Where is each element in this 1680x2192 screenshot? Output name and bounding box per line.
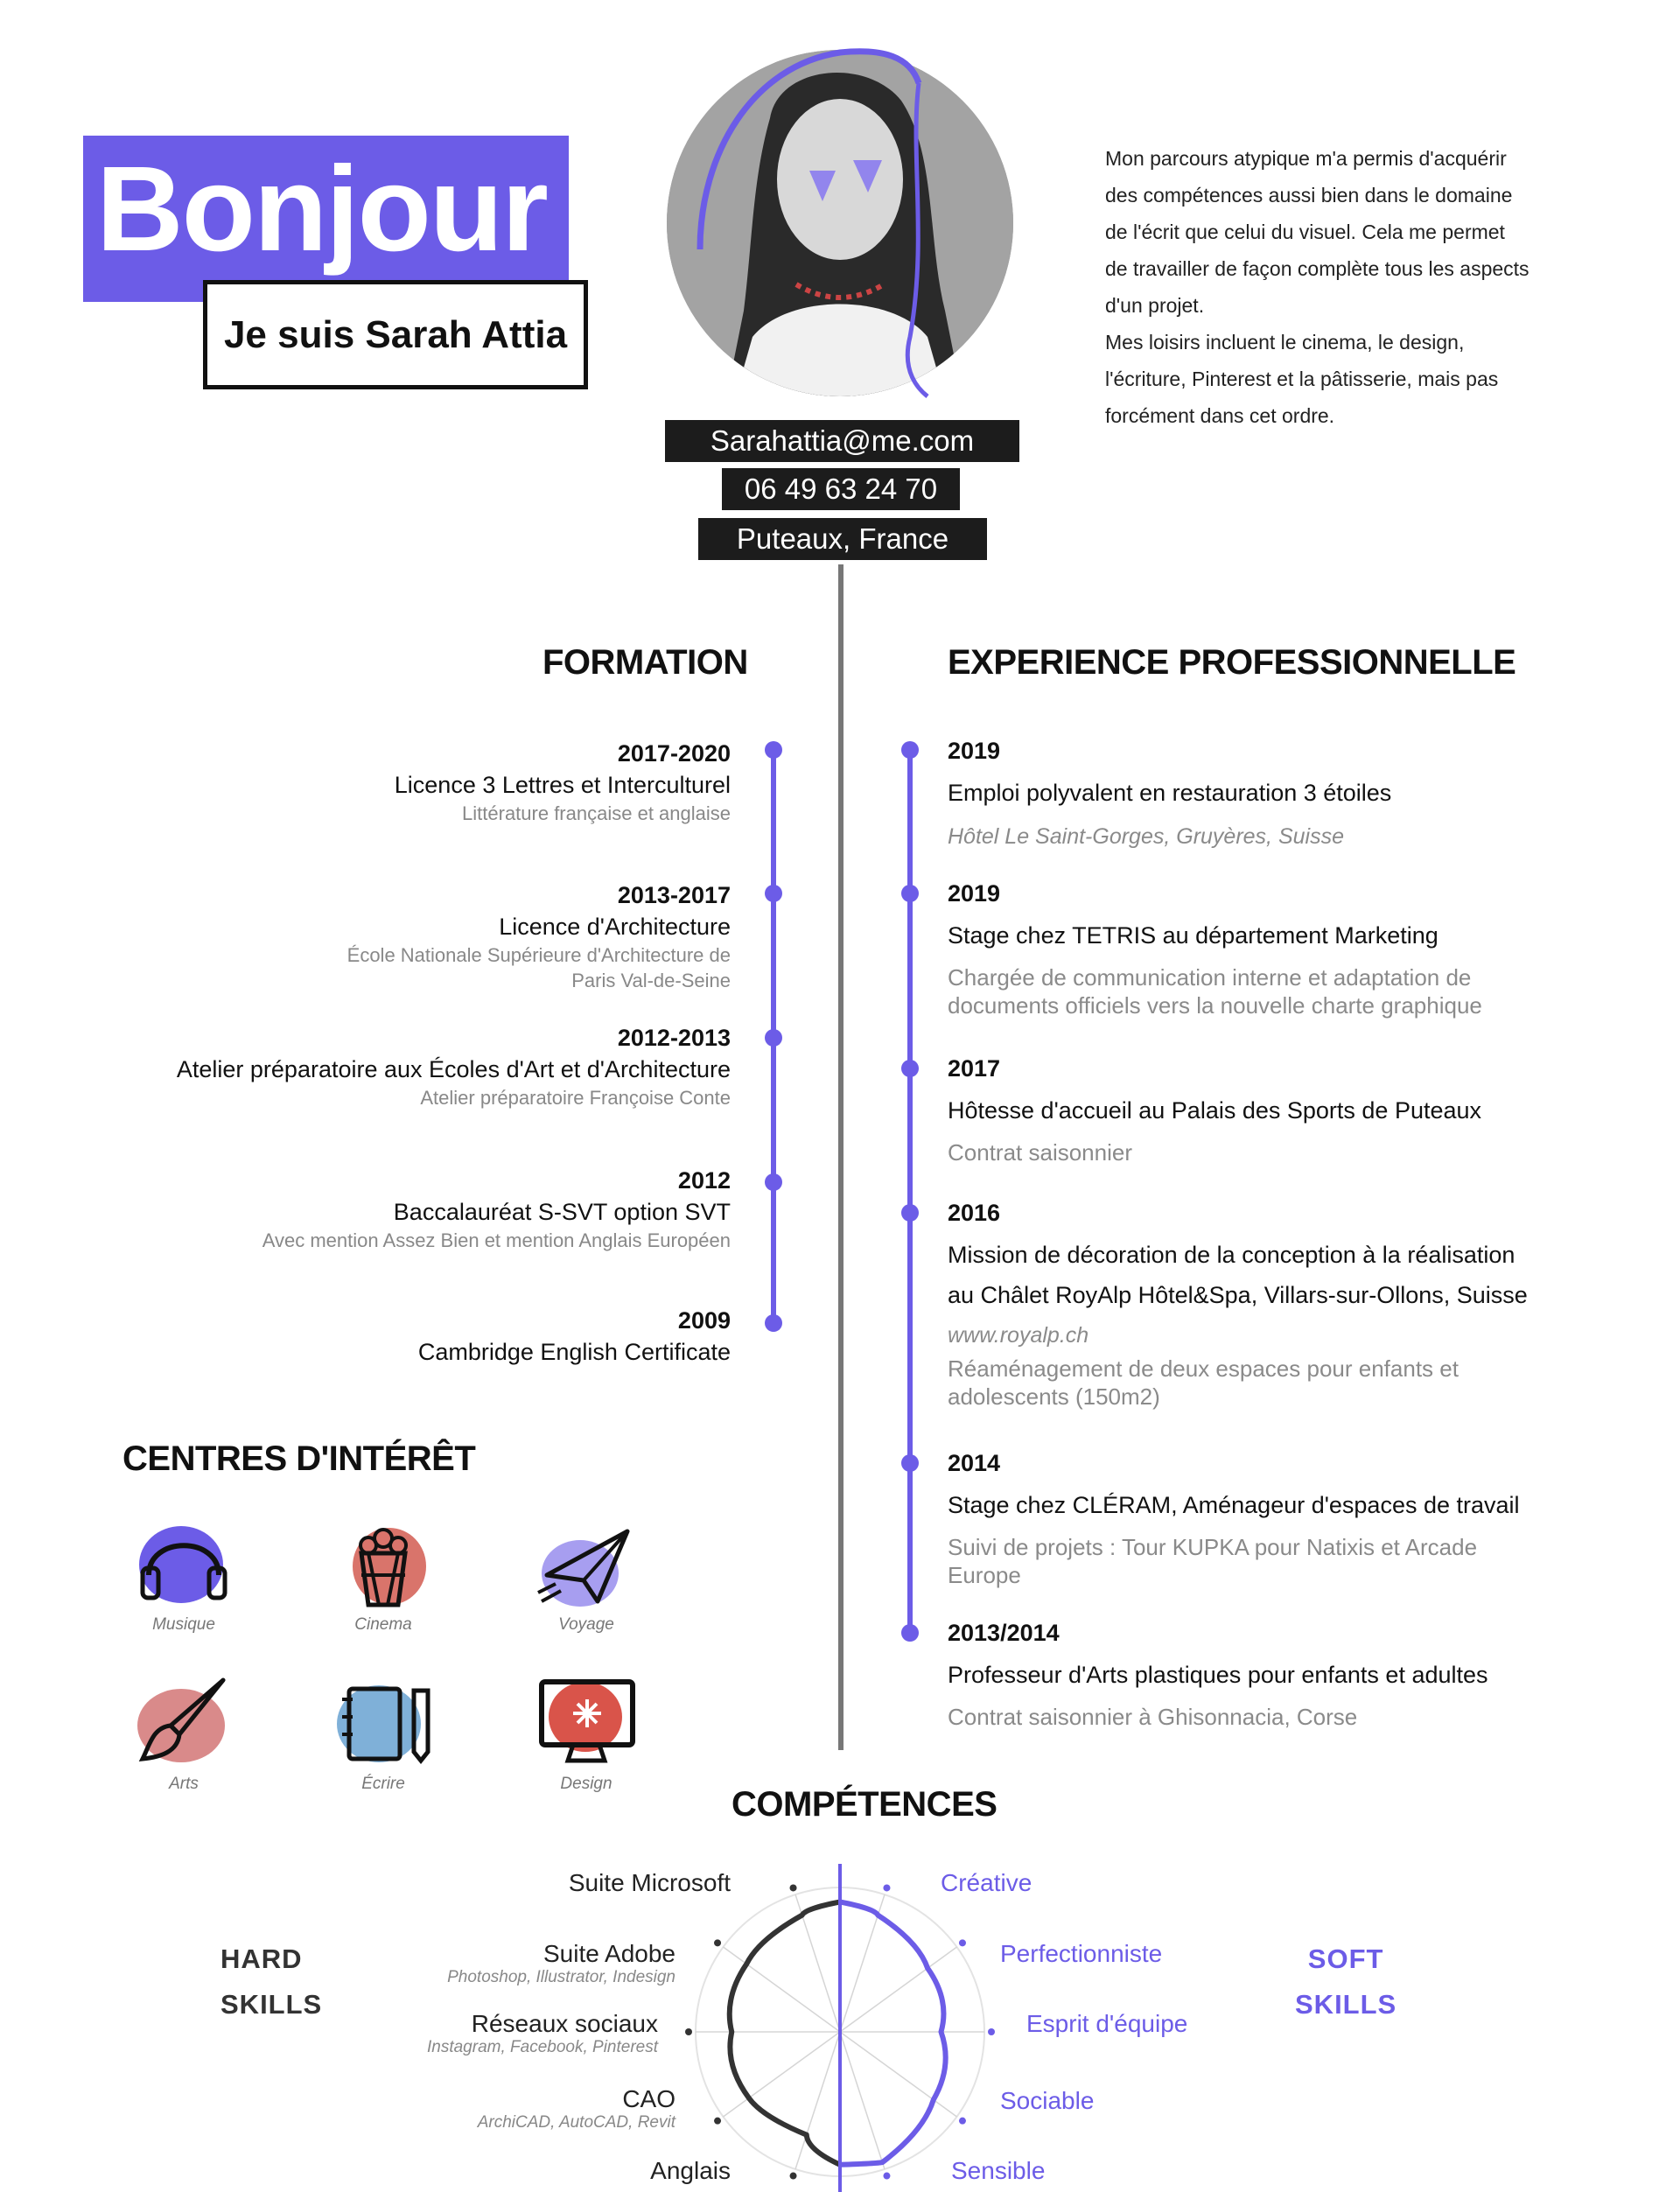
interest-voyage: [525, 1514, 648, 1635]
hard-skills-label-1: HARD: [220, 1943, 303, 1974]
formation-entry: [66, 1305, 731, 1368]
soft-skills-label: [1295, 1936, 1396, 2027]
radar-spoke: [840, 2032, 885, 2169]
hard-skills-label: [220, 1936, 322, 2027]
hard-skill-marker: [714, 2118, 721, 2125]
hard-skill-sub: Instagram, Facebook, Pinterest: [426, 2038, 658, 2056]
hard-skill-marker: [790, 1884, 797, 1891]
bio-text: [1105, 140, 1630, 434]
hard-skill-name: Réseaux sociaux: [471, 2010, 658, 2037]
experience-title-line: Hôtesse d'accueil au Palais des Sports de Puteaux: [948, 1097, 1482, 1124]
interest-cinema: [322, 1514, 444, 1635]
timeline-dot: [901, 1624, 919, 1642]
experience-title-line: Stage chez TETRIS au département Marketing: [948, 922, 1438, 949]
timeline-dot: [765, 1029, 782, 1047]
interest-label: Musique: [152, 1615, 215, 1634]
paper-plane-icon: [529, 1514, 643, 1610]
hard-skills-label-2: SKILLS: [220, 1989, 323, 2020]
hard-skill: [447, 1940, 676, 1987]
interests-title: CENTRES D'INTÉRÊT: [122, 1439, 476, 1478]
hard-skill-name: Suite Adobe: [542, 1940, 676, 1967]
timeline-dot: [901, 741, 919, 759]
soft-skill-marker: [883, 2173, 890, 2180]
interest-label: Design: [560, 1775, 612, 1793]
hard-skill-sub: Photoshop, Illustrator, Indesign: [447, 1968, 676, 1986]
hard-skill-name: Suite Microsoft: [568, 1869, 731, 1896]
soft-skill-marker: [959, 1939, 966, 1946]
soft-skill-marker: [988, 2028, 995, 2035]
formation-degree: Licence d'Architecture: [499, 914, 731, 940]
formation-year: 2017-2020: [617, 740, 731, 767]
soft-skills-label-2: SKILLS: [1295, 1989, 1397, 2020]
radar-spoke: [724, 2032, 840, 2117]
formation-degree: Licence 3 Lettres et Interculturel: [394, 772, 731, 798]
experience-entry: [948, 1617, 1613, 1731]
experience-title-line: Stage chez CLÉRAM, Aménageur d'espaces de travail: [948, 1492, 1520, 1518]
experience-title-line: au Châlet RoyAlp Hôtel&Spa, Villars-sur-Ollons, Suisse: [948, 1282, 1528, 1308]
experience-entry: [948, 1447, 1613, 1589]
popcorn-icon: [326, 1514, 440, 1610]
name-title: Je suis Sarah Attia: [223, 312, 568, 356]
experience-link[interactable]: www.royalp.ch: [948, 1323, 1089, 1348]
experience-desc-line: Réaménagement de deux espaces pour enfants et: [948, 1355, 1459, 1382]
experience-desc-line: Chargée de communication interne et adaptation de: [948, 964, 1472, 991]
paintbrush-icon: [127, 1673, 241, 1769]
formation-year: 2013-2017: [617, 882, 731, 908]
soft-skill: Sociable: [1000, 2087, 1095, 2114]
experience-desc: [948, 1355, 1613, 1411]
formation-school: Avec mention Assez Bien et mention Anglais Européen: [262, 1229, 731, 1251]
hard-skill-name: Anglais: [650, 2157, 731, 2184]
bio-line: l'écriture, Pinterest et la pâtisserie, mais pas: [1105, 368, 1499, 390]
timeline-dot: [901, 1204, 919, 1222]
formation-school: École Nationale Supérieure d'Architecture de: [346, 944, 731, 966]
experience-desc: Contrat saisonnier à Ghisonnacia, Corse: [948, 1704, 1358, 1730]
interest-ecrire: [322, 1673, 444, 1794]
greeting-title: Bonjour: [96, 142, 547, 277]
interest-label: Arts: [169, 1775, 199, 1793]
formation-degree: Atelier préparatoire aux Écoles d'Art et d'Architecture: [176, 1056, 731, 1082]
experience-entry: [948, 1053, 1613, 1166]
formation-degree: Cambridge English Certificate: [417, 1339, 731, 1365]
interest-label: Écrire: [361, 1775, 405, 1793]
hard-skill-marker: [790, 2173, 797, 2180]
hard-skill-name: CAO: [622, 2085, 676, 2112]
experience-entry: [948, 878, 1613, 1019]
experience-desc-line: Europe: [948, 1562, 1021, 1588]
interest-design: [525, 1673, 648, 1794]
interest-label: Voyage: [558, 1615, 614, 1634]
monitor-icon: [529, 1673, 643, 1769]
experience-desc: [948, 1533, 1613, 1589]
hard-skill-marker: [714, 1939, 721, 1946]
name-box: [203, 280, 588, 389]
timeline-dot: [901, 885, 919, 902]
timeline-dot: [765, 1314, 782, 1332]
radar-spoke: [724, 1947, 840, 2032]
center-divider: [838, 564, 844, 1750]
formation-title: FORMATION: [542, 643, 748, 682]
bio-line: des compétences aussi bien dans le domaine: [1105, 184, 1513, 207]
experience-desc-line: documents officiels vers la nouvelle charte graphique: [948, 992, 1482, 1019]
formation-entry: [66, 738, 731, 826]
experience-year: 2017: [948, 1055, 1001, 1082]
bio-line: d'un projet.: [1105, 294, 1205, 317]
experience-year: 2014: [948, 1450, 1001, 1476]
experience-timeline: [907, 750, 913, 1635]
hard-skill: [427, 2010, 658, 2057]
soft-skills-label-1: SOFT: [1307, 1943, 1384, 1974]
skills-title: COMPÉTENCES: [732, 1785, 998, 1824]
soft-skill: Sensible: [951, 2157, 1046, 2184]
experience-title-line: Professeur d'Arts plastiques pour enfants et adultes: [948, 1662, 1488, 1688]
formation-entry: [66, 1165, 731, 1253]
contact-location: Puteaux, France: [698, 518, 987, 560]
timeline-dot: [765, 885, 782, 902]
experience-title: EXPERIENCE PROFESSIONNELLE: [948, 643, 1516, 682]
hard-skill: [478, 2085, 676, 2132]
experience-title-line: Emploi polyvalent en restauration 3 étoiles: [948, 780, 1392, 806]
bio-line: Mon parcours atypique m'a permis d'acquérir: [1105, 147, 1507, 170]
formation-school: Atelier préparatoire Françoise Conte: [420, 1087, 731, 1109]
formation-year: 2012: [677, 1167, 731, 1194]
soft-skill: Esprit d'équipe: [1026, 2010, 1188, 2037]
skills-radar-chart: [682, 1864, 998, 2192]
contact-phone[interactable]: 06 49 63 24 70: [722, 468, 960, 510]
soft-skill: Perfectionniste: [1000, 1940, 1163, 1967]
experience-desc-line: Suivi de projets : Tour KUPKA pour Natixis et Arcade: [948, 1534, 1478, 1560]
timeline-dot: [765, 741, 782, 759]
experience-place: Hôtel Le Saint-Gorges, Gruyères, Suisse: [948, 824, 1344, 849]
interest-label: Cinema: [354, 1615, 412, 1634]
soft-skill: Créative: [941, 1869, 1032, 1896]
hard-skill-marker: [685, 2028, 692, 2035]
timeline-dot: [765, 1173, 782, 1191]
experience-year: 2013/2014: [948, 1620, 1060, 1646]
interest-music: [122, 1514, 245, 1635]
formation-year: 2009: [677, 1307, 731, 1334]
interest-arts: [122, 1673, 245, 1794]
hard-skill-sub: ArchiCAD, AutoCAD, Revit: [477, 2113, 676, 2132]
experience-desc: Contrat saisonnier: [948, 1139, 1132, 1166]
soft-skill-marker: [883, 1884, 890, 1891]
timeline-dot: [901, 1060, 919, 1077]
formation-school: Littérature française et anglaise: [462, 802, 731, 824]
experience-year: 2019: [948, 880, 1001, 907]
bio-line: de l'écrit que celui du visuel. Cela me permet: [1105, 221, 1505, 243]
bio-line: Mes loisirs incluent le cinema, le design,: [1105, 331, 1465, 354]
profile-photo: [648, 48, 1032, 398]
radar-spoke: [840, 2032, 956, 2117]
experience-year: 2019: [948, 738, 1001, 764]
experience-entry: [948, 1197, 1613, 1411]
formation-school: Paris Val-de-Seine: [571, 970, 731, 991]
formation-entry: [66, 1022, 731, 1110]
contact-email[interactable]: Sarahattia@me.com: [665, 420, 1019, 462]
experience-entry: [948, 735, 1613, 852]
timeline-dot: [901, 1454, 919, 1472]
formation-degree: Baccalauréat S-SVT option SVT: [393, 1199, 731, 1225]
formation-entry: [66, 879, 731, 993]
bio-line: de travailler de façon complète tous les aspects: [1105, 257, 1530, 280]
experience-title-line: Mission de décoration de la conception à la réalisation: [948, 1242, 1516, 1268]
experience-desc-line: adolescents (150m2): [948, 1383, 1160, 1410]
formation-year: 2012-2013: [617, 1025, 731, 1051]
experience-desc: [948, 963, 1613, 1019]
soft-skills-shape: [840, 1902, 946, 2165]
notebook-icon: [326, 1673, 440, 1769]
soft-skill-marker: [959, 2118, 966, 2125]
experience-year: 2016: [948, 1200, 1001, 1226]
bio-line: forcément dans cet ordre.: [1105, 404, 1335, 427]
hard-skills-shape: [730, 1902, 840, 2165]
headphones-icon: [127, 1514, 241, 1610]
